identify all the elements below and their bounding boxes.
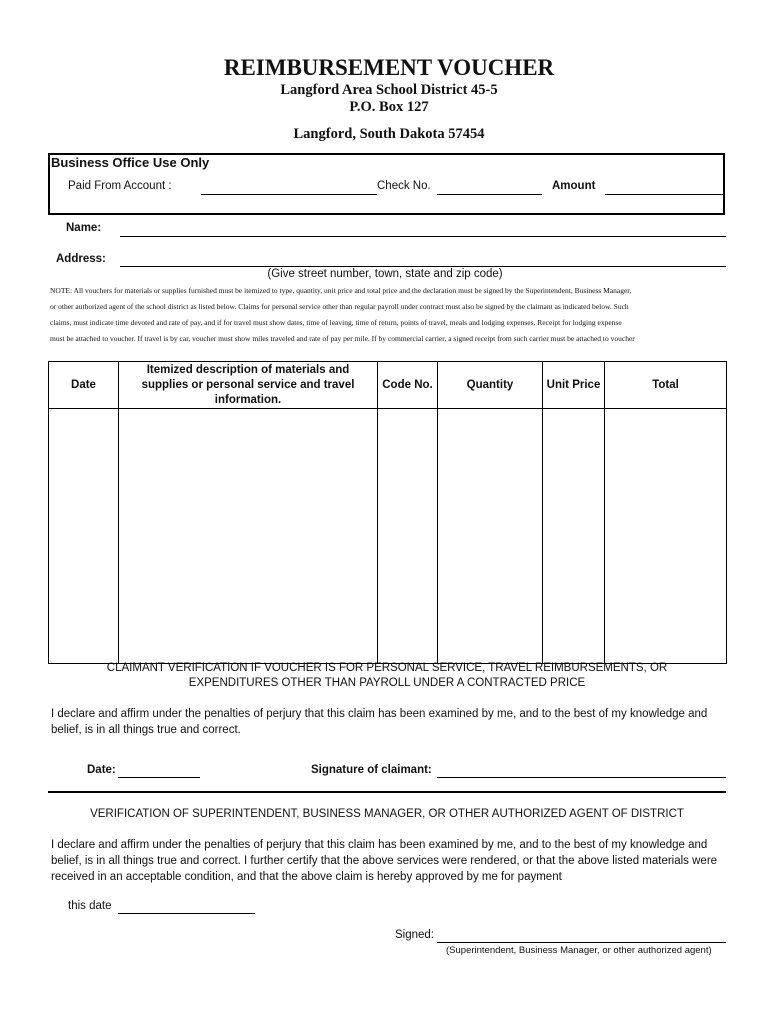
table-row [49,409,727,664]
header-code-no: Code No. [378,362,438,409]
po-box: P.O. Box 127 [349,99,429,115]
signed-label: Signed: [395,929,435,941]
header-quantity: Quantity [438,362,543,409]
this-date-field[interactable] [118,913,255,914]
business-office-title: Business Office Use Only [51,155,210,170]
header-description: Itemized description of materials and supplies or personal service and travel information. [119,362,378,409]
note-line: must be attached to voucher. If travel is by car, voucher must show miles traveled and rate of pay per mile. If by commercial carrier, a signed receipt from such carrier must be attached to voucher [50,334,635,343]
signed-field[interactable] [437,942,726,943]
header-date: Date [49,362,119,409]
claimant-signature-field[interactable] [437,777,726,778]
signed-hint: (Superintendent, Business Manager, or other authorized agent) [446,945,712,956]
claimant-date-label: Date: [87,764,116,776]
amount-field[interactable] [605,194,725,195]
quantity-cell[interactable] [438,409,543,664]
header-total: Total [605,362,727,409]
name-field[interactable] [120,236,726,237]
city-state-zip: Langford, South Dakota 57454 [293,126,485,142]
paid-from-account-label: Paid From Account : [68,180,172,192]
note-line: or other authorized agent of the school district as listed below. Claims for personal service other than regular payroll under contract must also be signed by the claimant as indicated below. Such [50,302,629,311]
paid-from-account-field[interactable] [201,194,377,195]
amount-label: Amount [552,180,596,192]
superintendent-declaration: I declare and affirm under the penalties of perjury that this claim has been examined by me, and to the best of my knowledge and belief, is in all things true and correct. I further certify that the above services were rendered, or that the above listed materials were received in an acceptable condition, and that the above claim is hereby approved by me for payment [51,839,718,883]
code-no-cell[interactable] [378,409,438,664]
page-title: REIMBURSEMENT VOUCHER [223,55,555,80]
check-no-field[interactable] [437,194,542,195]
check-no-label: Check No. [377,180,431,192]
total-cell[interactable] [605,409,727,664]
itemized-table [48,361,727,664]
name-label: Name: [66,222,102,234]
unit-price-cell[interactable] [543,409,605,664]
superintendent-verification-heading: VERIFICATION OF SUPERINTENDENT, BUSINESS MANAGER, OR OTHER AUTHORIZED AGENT OF DISTRICT [90,808,684,820]
claimant-date-field[interactable] [118,777,200,778]
date-cell[interactable] [49,409,119,664]
district-name: Langford Area School District 45-5 [280,82,498,98]
table-header-row [49,362,727,409]
description-cell[interactable] [119,409,378,664]
this-date-label: this date [68,900,112,912]
claimant-verification-heading-2: EXPENDITURES OTHER THAN PAYROLL UNDER A CONTRACTED PRICE [188,677,586,689]
address-hint: (Give street number, town, state and zip code) [267,268,503,280]
claimant-declaration: I declare and affirm under the penalties of perjury that this claim has been examined by me, and to the best of my knowledge and belief, is in all things true and correct. [51,708,708,736]
note-line: NOTE: All vouchers for materials or supplies furnished must be itemized to type, quantity, unit price and total price and the declaration must be signed by the Superintendent, Business Manager, [50,286,632,295]
section-divider [48,791,726,793]
header-unit-price: Unit Price [543,362,605,409]
address-field[interactable] [120,266,726,267]
claimant-verification-heading: CLAIMANT VERIFICATION IF VOUCHER IS FOR PERSONAL SERVICE, TRAVEL REIMBURSEMENTS, OR [106,662,668,674]
note-line: claims, must indicate time devoted and rate of pay, and if for travel must show dates, time of leaving, time of return, points of travel, meals and lodging expenses. Receipt for lodging expense [50,318,622,327]
address-label: Address: [56,253,106,265]
claimant-signature-label: Signature of claimant: [311,764,432,776]
